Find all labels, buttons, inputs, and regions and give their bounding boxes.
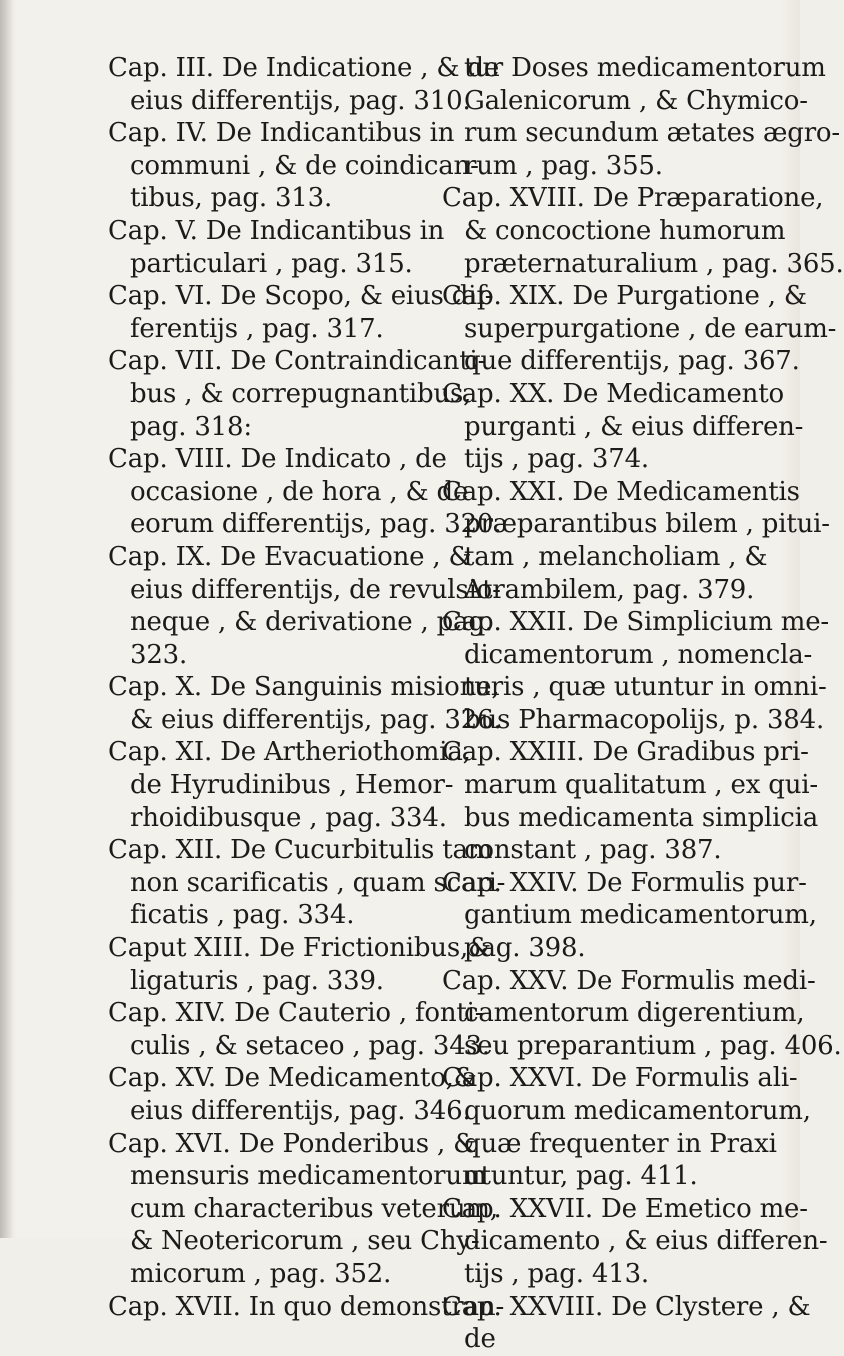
toc-entry: [442, 1193, 828, 1291]
toc-entry: [108, 671, 502, 736]
toc-line: Cap. XV. De Medicamento,&: [108, 1063, 477, 1094]
toc-line: communi , & de coindican-: [130, 150, 479, 181]
toc-line: rum , pag. 355.: [464, 150, 663, 181]
toc-line: de: [464, 1324, 496, 1355]
toc-line: particulari , pag. 315.: [130, 248, 413, 279]
toc-entry: [108, 736, 471, 834]
binding-shadow: [0, 0, 14, 1238]
toc-line: præparantibus bilem , pitui-: [464, 509, 830, 540]
toc-line: bus medicamenta simplicia: [464, 802, 819, 833]
toc-line: Cap. XVI. De Ponderibus , &: [108, 1128, 477, 1159]
toc-entry: [108, 1062, 477, 1127]
toc-line: quorum medicamentorum,: [464, 1096, 811, 1126]
toc-entry: [108, 345, 487, 443]
toc-entry: [108, 834, 506, 932]
toc-line: turis , quæ utuntur in omni-: [464, 672, 827, 703]
toc-entry: [108, 1291, 505, 1324]
toc-line: dicamentorum , nomencla-: [464, 639, 813, 670]
toc-line: ligaturis , pag. 339.: [130, 965, 384, 996]
toc-line: mensuris medicamentorum: [130, 1161, 487, 1192]
toc-line: Cap. XXVII. De Emetico me-: [442, 1193, 808, 1224]
left-column: [108, 52, 506, 1323]
toc-line: seu preparantium , pag. 406.: [464, 1030, 842, 1061]
toc-line: Cap. III. De Indicatione , & de: [108, 53, 500, 83]
toc-line: Cap. XIX. De Purgatione , &: [442, 281, 807, 312]
toc-line: eorum differentijs, pag. 320.: [130, 509, 502, 540]
toc-entry: [108, 541, 501, 671]
toc-line: tijs , pag. 374.: [464, 444, 649, 475]
toc-entry: [108, 117, 479, 215]
right-column: [442, 52, 844, 1356]
toc-line: eius differentijs, pag. 346.: [130, 1096, 471, 1126]
toc-line: purganti , & eius differen-: [464, 411, 804, 442]
toc-line: pag. 398.: [464, 933, 586, 964]
toc-entry: [108, 932, 492, 997]
toc-line: quæ frequenter in Praxi: [464, 1128, 777, 1159]
toc-entry: [108, 215, 445, 280]
toc-line: Cap. XII. De Cucurbitulis tam: [108, 835, 493, 866]
toc-line: cum characteribus veterum,: [130, 1193, 498, 1224]
toc-line: gantium medicamentorum,: [464, 900, 817, 931]
toc-entry: [108, 52, 500, 117]
toc-line: que differentijs, pag. 367.: [464, 346, 800, 377]
toc-line: non scarificatis , quam scari-: [130, 867, 506, 898]
toc-line: bus , & correpugnantibus,: [130, 378, 472, 409]
toc-entry: [442, 52, 840, 182]
toc-line: Cap. XXV. De Formulis medi-: [442, 965, 816, 996]
toc-entry: [442, 378, 804, 476]
toc-line: Cap. XXI. De Medicamentis: [442, 476, 800, 507]
toc-line: tibus, pag. 313.: [130, 183, 333, 214]
toc-line: Cap. XIV. De Cauterio , fonti-: [108, 998, 484, 1029]
toc-line: camentorum digerentium,: [464, 998, 805, 1029]
toc-line: Cap. XX. De Medicamento: [442, 378, 784, 409]
toc-line: Galenicorum , & Chymico-: [464, 85, 808, 116]
toc-line: ferentijs , pag. 317.: [130, 313, 384, 344]
toc-line: neque , & derivatione , pag.: [130, 607, 493, 638]
toc-line: ficatis , pag. 334.: [130, 900, 355, 931]
toc-line: bus Pharmacopolijs, p. 384.: [464, 704, 825, 735]
toc-line: constant , pag. 387.: [464, 835, 722, 866]
toc-line: Atrambilem, pag. 379.: [464, 574, 755, 605]
toc-entry: [442, 867, 817, 965]
toc-line: Caput XIII. De Frictionibus,&: [108, 933, 492, 964]
toc-entry: [442, 965, 842, 1063]
toc-entry: [108, 280, 494, 345]
toc-entry: [108, 997, 490, 1062]
toc-line: eius differentijs, de revulsio-: [130, 574, 501, 605]
toc-line: Cap. VIII. De Indicato , de: [108, 444, 447, 475]
toc-entry: [442, 476, 830, 606]
toc-entry: [442, 1291, 811, 1356]
toc-line: Cap. XXIV. De Formulis pur-: [442, 867, 807, 898]
toc-line: præternaturalium , pag. 365.: [464, 248, 844, 279]
toc-line: tur Doses medicamentorum: [464, 53, 826, 83]
toc-entry: [108, 443, 502, 541]
toc-line: Cap. XXIII. De Gradibus pri-: [442, 737, 809, 768]
toc-line: Cap. XVII. In quo demonstran-: [108, 1291, 505, 1322]
toc-line: tam , melancholiam , &: [464, 541, 768, 572]
toc-line: Cap. XXII. De Simplicium me-: [442, 607, 829, 638]
toc-line: pag. 318:: [130, 411, 252, 442]
toc-line: Cap. IV. De Indicantibus in: [108, 118, 455, 149]
toc-line: & eius differentijs, pag. 326.: [130, 704, 502, 735]
toc-entry: [442, 182, 844, 280]
toc-line: de Hyrudinibus , Hemor-: [130, 770, 454, 801]
toc-line: Cap. IX. De Evacuatione , &: [108, 541, 472, 572]
toc-line: Cap. VI. De Scopo, & eius dif-: [108, 281, 494, 312]
toc-line: Cap. VII. De Contraindicanti-: [108, 346, 487, 377]
toc-line: eius differentijs, pag. 310.: [130, 85, 471, 116]
toc-line: occasione , de hora , & de: [130, 476, 469, 507]
toc-line: micorum , pag. 352.: [130, 1258, 392, 1289]
toc-line: & concoctione humorum: [464, 215, 786, 246]
toc-entry: [442, 1062, 811, 1192]
toc-line: Cap. V. De Indicantibus in: [108, 215, 445, 246]
toc-line: 323.: [130, 639, 188, 670]
toc-line: Cap. XXVIII. De Clystere , &: [442, 1291, 811, 1322]
toc-entry: [108, 1128, 498, 1291]
toc-line: tijs , pag. 413.: [464, 1258, 649, 1289]
toc-line: culis , & setaceo , pag. 343.: [130, 1030, 490, 1061]
toc-entry: [442, 736, 819, 866]
toc-line: Cap. XXVI. De Formulis ali-: [442, 1063, 798, 1094]
toc-line: Cap. XI. De Artheriothomia,: [108, 737, 471, 768]
toc-line: marum qualitatum , ex qui-: [464, 770, 818, 801]
toc-line: rum secundum ætates ægro-: [464, 118, 840, 149]
toc-line: & Neotericorum , seu Chy-: [130, 1226, 480, 1257]
toc-line: Cap. X. De Sanguinis misione,: [108, 672, 500, 703]
toc-line: Cap. XVIII. De Præparatione,: [442, 183, 824, 214]
toc-line: superpurgatione , de earum-: [464, 313, 837, 344]
toc-line: rhoidibusque , pag. 334.: [130, 802, 447, 833]
toc-line: utuntur, pag. 411.: [464, 1161, 698, 1192]
toc-entry: [442, 606, 829, 736]
toc-line: dicamento , & eius differen-: [464, 1226, 828, 1257]
toc-entry: [442, 280, 837, 378]
